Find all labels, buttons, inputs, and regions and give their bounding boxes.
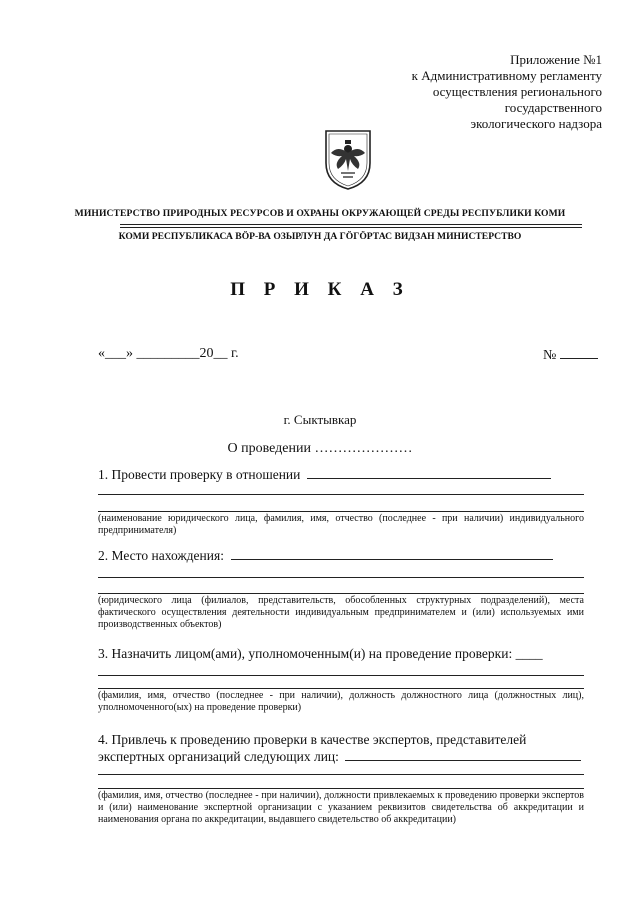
item-1-line-3	[98, 511, 584, 512]
appendix-line-3: осуществления регионального	[432, 84, 602, 99]
item-2-blank	[231, 547, 553, 560]
item-3-line-2	[98, 675, 584, 676]
item-4-text-line-2: экспертных организаций следующих лиц:	[98, 748, 581, 765]
item-4-blank	[345, 748, 581, 761]
item-4	[98, 731, 581, 765]
item-1-blank	[307, 466, 551, 479]
appendix-line-4: государственного	[504, 100, 602, 115]
number-label: №	[543, 348, 557, 363]
date-field: «___» _________20__ г.	[98, 346, 239, 361]
item-2	[98, 547, 553, 564]
item-4-text: 4. Привлечь к проведению проверки в качестве экспертов, представителей	[98, 732, 527, 747]
item-2-note: (юридического лица (филиалов, представительств, обособленных структурных подразделений), места фактического осуществления деятельности индивидуальным предпринимателем и (или) используемых ими производственных объектов)	[98, 595, 584, 630]
header-divider	[120, 224, 582, 228]
document-title: П Р И К А З	[230, 279, 410, 300]
item-2-text: 2. Место нахождения:	[98, 548, 224, 563]
city: г. Сыктывкар	[283, 412, 357, 427]
item-4-note: (фамилия, имя, отчество (последнее - при наличии), должности привлекаемых к проведению проверки экспертов и (или) наименование экспертной организации с указанием реквизитов свидетельства об аккредитации и наименования органа по аккредитации, выдавшего свидетельство об аккредитации)	[98, 790, 584, 825]
appendix-block	[412, 52, 602, 132]
item-3-line-3	[98, 688, 584, 689]
item-4-line-3	[98, 788, 584, 789]
item-3-text: 3. Назначить лицом(ами), уполномоченным(и) на проведение проверки: ____	[98, 646, 543, 661]
item-1-line-2	[98, 494, 584, 495]
number-blank	[560, 346, 598, 359]
order-subject: О проведении …………………	[227, 441, 413, 456]
ministry-name-komi: КОМИ РЕСПУБЛИКАСА ВӦР-ВА ОЗЫРЛУН ДА ГӦГӦРТАС ВИДЗАН МИНИСТЕРСТВО	[118, 231, 522, 242]
item-3-note: (фамилия, имя, отчество (последнее - при наличии), должность должностного лица (должностных лиц), уполномоченного(ых) на проведение проверки)	[98, 690, 584, 713]
item-4-line-2	[98, 774, 584, 775]
appendix-line-2: к Административному регламенту	[411, 68, 602, 83]
appendix-line-5: экологического надзора	[470, 116, 602, 131]
item-1-text: 1. Провести проверку в отношении	[98, 467, 301, 482]
appendix-line-1: Приложение №1	[510, 52, 602, 67]
ministry-name-russian: МИНИСТЕРСТВО ПРИРОДНЫХ РЕСУРСОВ И ОХРАНЫ ОКРУЖАЮЩЕЙ СРЕДЫ РЕСПУБЛИКИ КОМИ	[74, 208, 566, 219]
item-1	[98, 466, 551, 483]
item-2-line-3	[98, 593, 584, 594]
number-field	[543, 346, 598, 364]
item-1-note: (наименование юридического лица, фамилия, имя, отчество (последнее - при наличии) индивидуального предпринимателя)	[98, 513, 584, 536]
komi-coat-of-arms-icon	[322, 127, 374, 191]
item-3	[98, 645, 543, 662]
item-2-line-2	[98, 577, 584, 578]
